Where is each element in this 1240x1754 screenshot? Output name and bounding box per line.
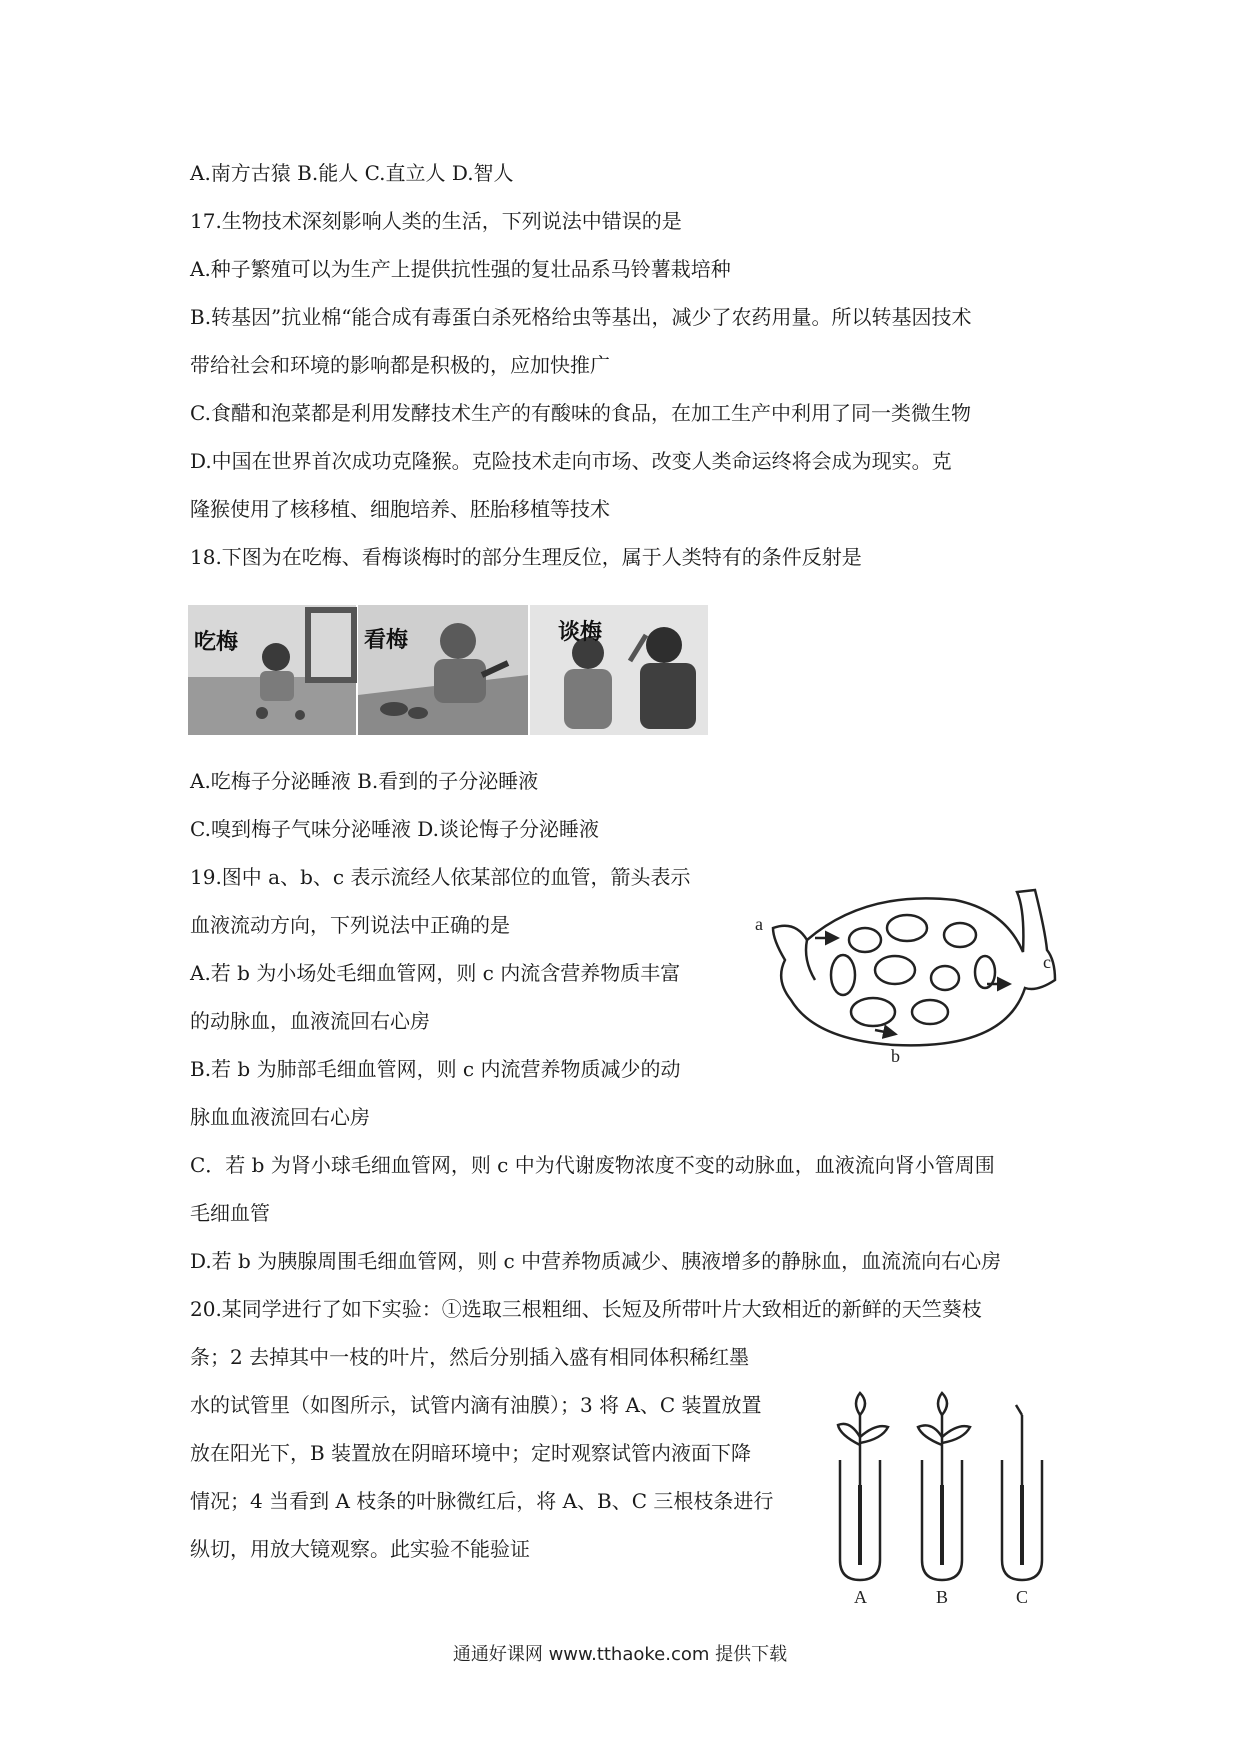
q19-option-b: B.若 b 为肺部毛细血管网，则 c 内流营养物质减少的动 — [190, 1057, 681, 1081]
q18-stem: 18.下图为在吃梅、看梅谈梅时的部分生理反位，属于人类特有的条件反射是 — [190, 545, 862, 569]
q19-option-a-cont: 的动脉血，血液流回右心房 — [190, 1009, 430, 1033]
vessel-a-label: a — [755, 914, 763, 934]
tube-a-label: A — [854, 1587, 867, 1605]
panel-talk-plum — [530, 605, 708, 735]
q17-option-d-cont: 隆猴使用了核移植、细胞培养、胚胎移植等技术 — [190, 497, 610, 521]
q17-option-b: B.转基因”抗业棉“能合成有毒蛋白杀死格给虫等基出，减少了农药用量。所以转基因技术 — [190, 305, 972, 329]
q18-options-ab: A.吃梅子分泌睡液 B.看到的子分泌睡液 — [190, 769, 539, 793]
panel-see-plum — [358, 605, 528, 735]
q20-test-tube-figure — [830, 1375, 1080, 1605]
q17-stem: 17.生物技术深刻影响人类的生活，下列说法中错误的是 — [190, 209, 682, 233]
q19-capillary-figure — [755, 880, 1065, 1065]
vessel-c-label: c — [1043, 952, 1051, 972]
q18-figure — [188, 605, 708, 735]
q17-option-a: A.种子繁殖可以为生产上提供抗性强的复壮品系马铃薯栽培种 — [190, 257, 731, 281]
q19-option-c-cont: 毛细血管 — [190, 1201, 270, 1225]
panel1-label: 吃梅 — [194, 630, 239, 655]
q20-step-3: 放在阳光下，B 装置放在阴暗环境中；定时观察试管内液面下降 — [190, 1441, 752, 1465]
q20-step-4: 情况；4 当看到 A 枝条的叶脉微红后，将 A、B、C 三根枝条进行 — [190, 1489, 774, 1513]
q19-stem: 19.图中 a、b、c 表示流经人依某部位的血管，箭头表示 — [190, 865, 691, 889]
q19-option-b-cont: 脉血血液流回右心房 — [190, 1105, 370, 1129]
q19-stem-cont: 血液流动方向，下列说法中正确的是 — [190, 913, 510, 937]
panel-eat-plum — [188, 605, 356, 735]
q17-option-d: D.中国在世界首次成功克隆猴。克险技术走向市场、改变人类命运终将会成为现实。克 — [190, 449, 952, 473]
q20-stem: 20.某同学进行了如下实验：①选取三根粗细、长短及所带叶片大致相近的新鲜的天竺葵枝 — [190, 1297, 982, 1321]
q16-options: A.南方古猿 B.能人 C.直立人 D.智人 — [190, 161, 514, 185]
tube-c-label: C — [1016, 1587, 1029, 1605]
q19-option-a: A.若 b 为小场处毛细血管网，则 c 内流含营养物质丰富 — [190, 961, 681, 985]
q17-option-c: C.食醋和泡菜都是利用发酵技术生产的有酸味的食品，在加工生产中利用了同一类微生物 — [190, 401, 971, 425]
panel3-label: 谈梅 — [558, 620, 603, 645]
page-footer: 通通好课网 www.tthaoke.com 提供下载 — [452, 1644, 788, 1665]
q20-step-2: 条；2 去掉其中一枝的叶片，然后分别插入盛有相同体积稀红墨 — [190, 1345, 750, 1369]
q20-step-2-cont: 水的试管里（如图所示，试管内滴有油膜）；3 将 A、C 装置放置 — [190, 1393, 762, 1417]
q19-option-c: C．若 b 为肾小球毛细血管网，则 c 中为代谢废物浓度不变的动脉血，血液流向肾小管周围 — [190, 1153, 995, 1177]
q19-option-d: D.若 b 为胰腺周围毛细血管网，则 c 中营养物质减少、胰液增多的静脉血，血流流向右心房 — [190, 1249, 1002, 1273]
panel2-label: 看梅 — [364, 628, 409, 653]
q20-question: 纵切，用放大镜观察。此实验不能验证 — [190, 1537, 530, 1561]
q18-options-cd: C.嗅到梅子气味分泌唾液 D.谈论悔子分泌睡液 — [190, 817, 599, 841]
tube-b-label: B — [936, 1587, 949, 1605]
vessel-b-label: b — [891, 1046, 900, 1065]
q17-option-b-cont: 带给社会和环境的影响都是积极的，应加快推广 — [190, 353, 610, 377]
